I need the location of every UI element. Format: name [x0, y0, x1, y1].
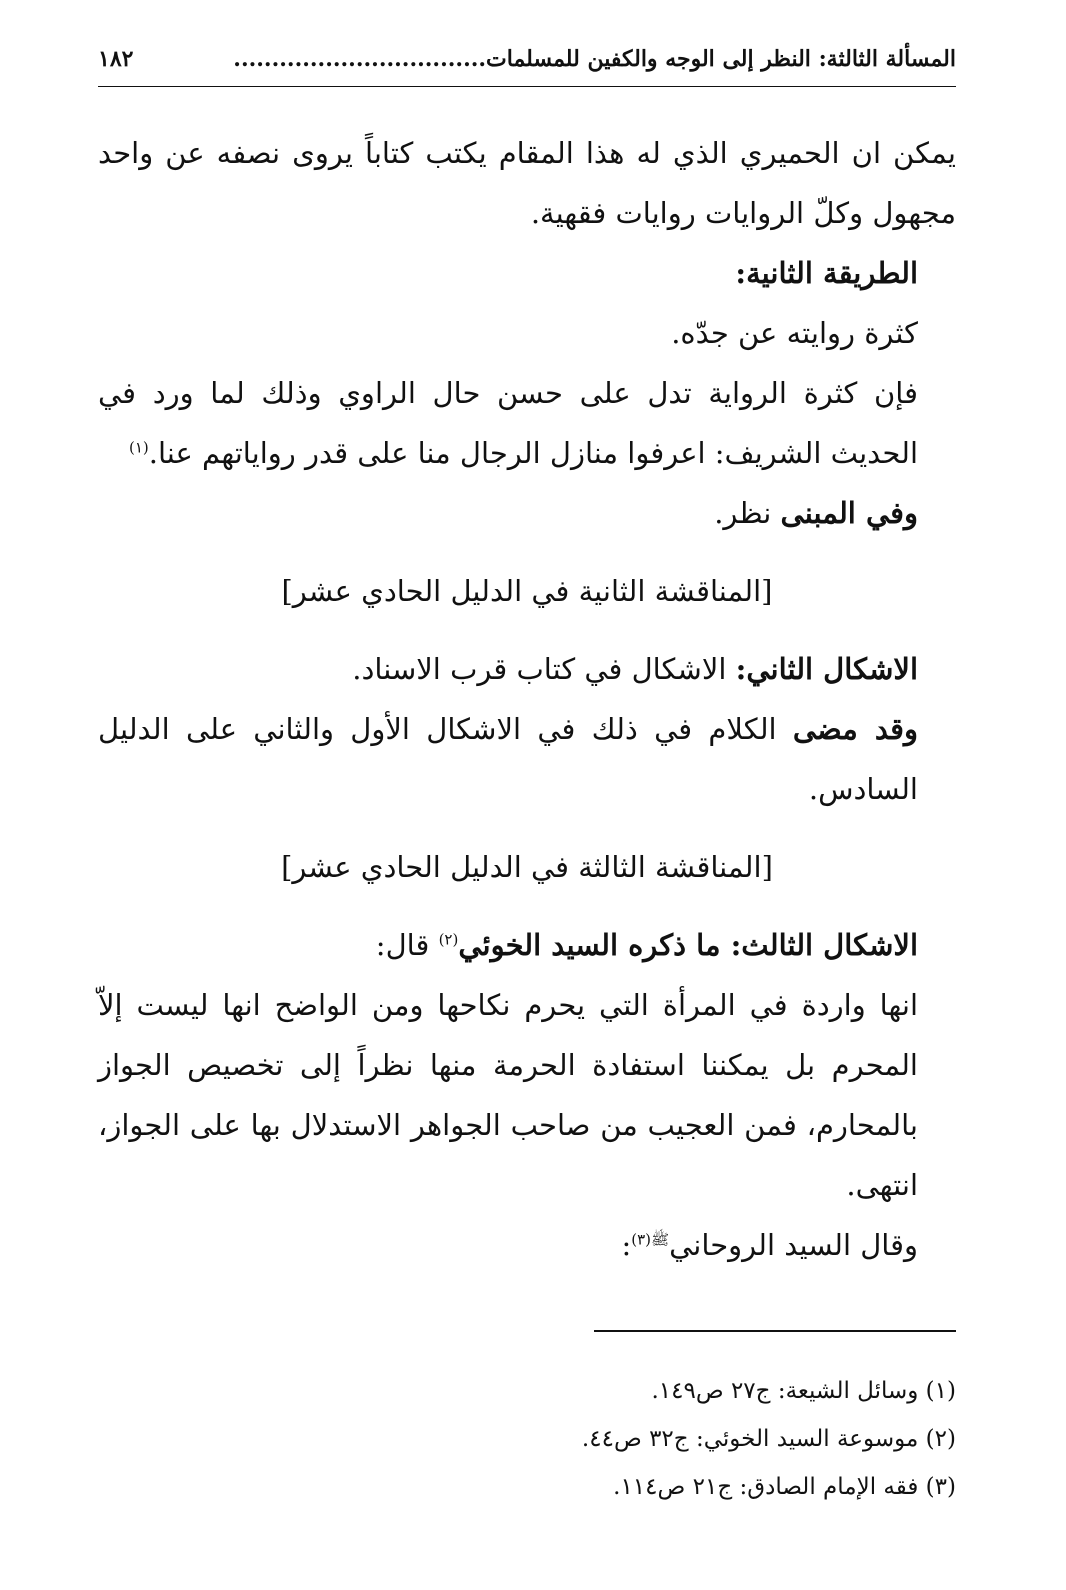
- paragraph-5-lead: وفي المبنى: [780, 496, 918, 530]
- page-number: ١٨٢: [98, 46, 134, 72]
- paragraph-3: كثرة روايته عن جدّه.: [671, 316, 918, 350]
- footnote-ref-3: (٣): [631, 1230, 652, 1249]
- section-heading-1: [المناقشة الثانية في الدليل الحادي عشر]: [281, 574, 773, 608]
- paragraph-5-rest: نظر.: [714, 496, 781, 530]
- paragraph-4: [98, 363, 956, 483]
- footnote-2: (٢) موسوعة السيد الخوئي: ج٣٢ ص٤٤.: [581, 1426, 956, 1452]
- main-text: [98, 123, 956, 1275]
- running-title: المسألة الثالثة: النظر إلى الوجه والكفين للمسلمات.................................: [233, 46, 956, 72]
- paragraph-9: انها واردة في المرأة التي يحرم نكاحها ومن الواضح انها ليست إلاّ المحرم بل يمكننا استفادة الحرمة منها نظراً إلى تخصيص الجواز بالمحارم، فمن العجيب من صاحب الجواهر الاستدلال بها على الجواز، انتهى.: [98, 988, 918, 1202]
- paragraph-10-colon: :: [621, 1228, 632, 1262]
- paragraph-7: [98, 699, 956, 819]
- paragraph-6-rest: الاشكال في كتاب قرب الاسناد.: [352, 652, 736, 686]
- paragraph-10: [98, 1215, 956, 1275]
- paragraph-7-rest: الكلام في ذلك في الاشكال الأول والثاني على الدليل السادس.: [98, 712, 918, 806]
- footnote-divider: [594, 1330, 956, 1332]
- subheading-second-method: الطريقة الثانية:: [735, 256, 918, 290]
- footnote-1: (١) وسائل الشيعة: ج٢٧ ص١٤٩.: [651, 1378, 956, 1404]
- paragraph-6-lead: الاشكال الثاني:: [735, 652, 918, 686]
- book-page: [98, 42, 956, 1562]
- paragraph-6: [98, 639, 956, 699]
- paragraph-4-text: فإن كثرة الرواية تدل على حسن حال الراوي وذلك لما ورد في الحديث الشريف: اعرفوا منازل الرجال منا على قدر رواياتهم عنا.: [98, 376, 918, 470]
- page-header: [98, 42, 956, 87]
- footnote-3: (٣) فقه الإمام الصادق: ج٢١ ص١١٤.: [613, 1474, 956, 1500]
- footnote-ref-2: (٢): [438, 930, 459, 949]
- paragraph-10-text: وقال السيد الروحاني: [669, 1228, 918, 1262]
- paragraph-8-rest: قال:: [375, 928, 439, 962]
- paragraph-8: [98, 915, 956, 975]
- paragraph-1: يمكن ان الحميري الذي له هذا المقام يكتب كتاباً يروى نصفه عن واحد مجهول وكلّ الروايات روايات فقهية.: [98, 136, 956, 230]
- paragraph-5: [98, 483, 956, 543]
- section-heading-2: [المناقشة الثالثة في الدليل الحادي عشر]: [281, 850, 773, 884]
- paragraph-7-lead: وقد مضى: [792, 712, 918, 746]
- honorific-glyph: ﷺ: [651, 1230, 670, 1249]
- footnotes: [98, 1367, 956, 1511]
- paragraph-8-lead: الاشكال الثالث: ما ذكره السيد الخوئي: [458, 928, 918, 962]
- footnote-ref-1: (١): [128, 438, 149, 457]
